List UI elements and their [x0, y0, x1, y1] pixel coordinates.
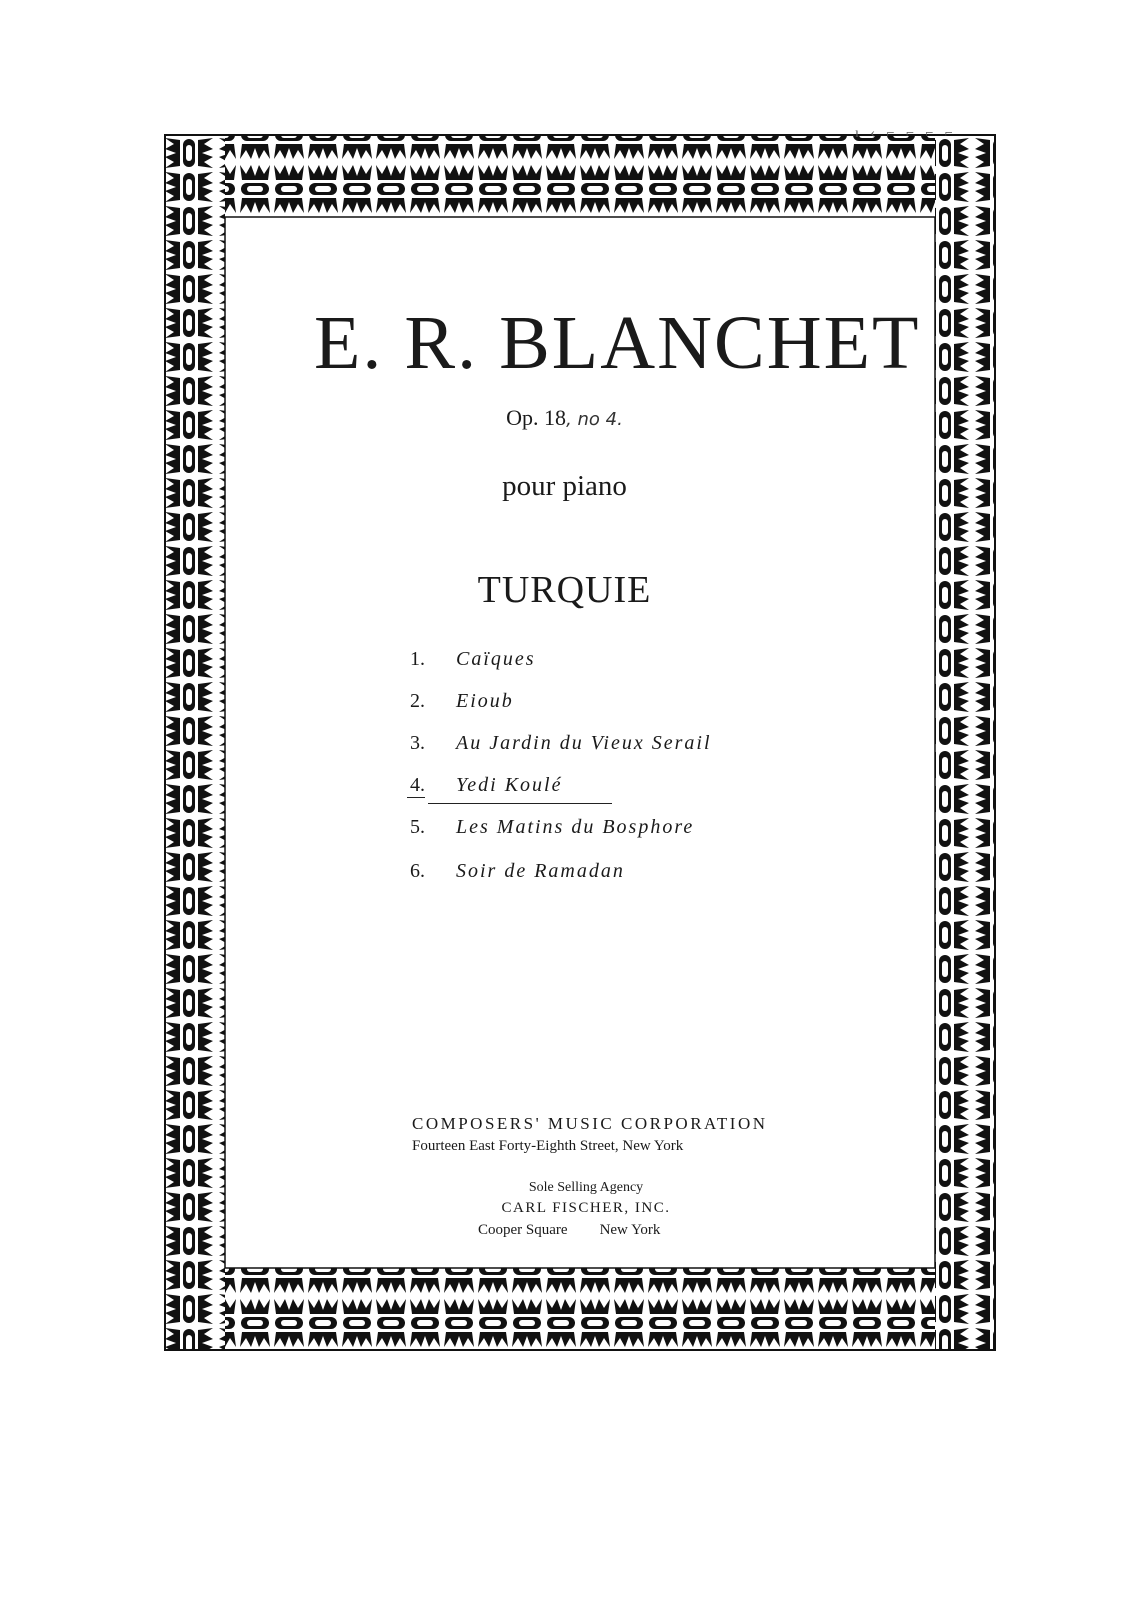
movement-title: Au Jardin du Vieux Serail [456, 732, 712, 754]
movement-number: 4. [410, 774, 425, 796]
movement-title: Eioub [456, 690, 514, 712]
agency-name: CARL FISCHER, INC. [501, 1200, 671, 1216]
instrument-line: pour piano [502, 470, 627, 502]
opus-line [0, 405, 1129, 431]
publisher-name: COMPOSERS' MUSIC CORPORATION [412, 1114, 768, 1133]
movement-item-4 [410, 774, 563, 797]
publisher-address: Fourteen East Forty-Eighth Street, New York [412, 1138, 684, 1154]
corner-pencil-mark: ı ‹ ⌐ ⌐ ⌐ ⌐ [855, 126, 957, 141]
movement-item-2 [410, 690, 514, 713]
movement-title: Caïques [456, 648, 536, 670]
composer-name: E. R. BLANCHET [314, 301, 921, 385]
movement-number: 3. [410, 732, 425, 754]
agency-label: Sole Selling Agency [528, 1180, 644, 1195]
movement-item-3 [410, 732, 712, 755]
movement-number: 1. [410, 648, 425, 670]
opus-number: Op. 18 [506, 405, 567, 430]
movement-title: Yedi Koulé [456, 774, 563, 796]
movement-number: 2. [410, 690, 425, 712]
movement-title: Les Matins du Bosphore [456, 816, 695, 838]
movement-item-6 [410, 860, 625, 883]
opus-handwritten-annotation: , no 4. [566, 409, 623, 430]
work-title: TURQUIE [477, 569, 652, 611]
agency-address [478, 1222, 660, 1239]
movement-item-1 [410, 648, 536, 671]
movement-number: 6. [410, 860, 425, 882]
handwritten-underline [428, 803, 612, 804]
movement-item-5 [410, 816, 694, 839]
handwritten-tick-mark [407, 797, 425, 798]
agency-city: New York [599, 1222, 661, 1238]
movement-title: Soir de Ramadan [456, 860, 625, 882]
movement-number: 5. [410, 816, 425, 838]
agency-street: Cooper Square [478, 1222, 568, 1238]
